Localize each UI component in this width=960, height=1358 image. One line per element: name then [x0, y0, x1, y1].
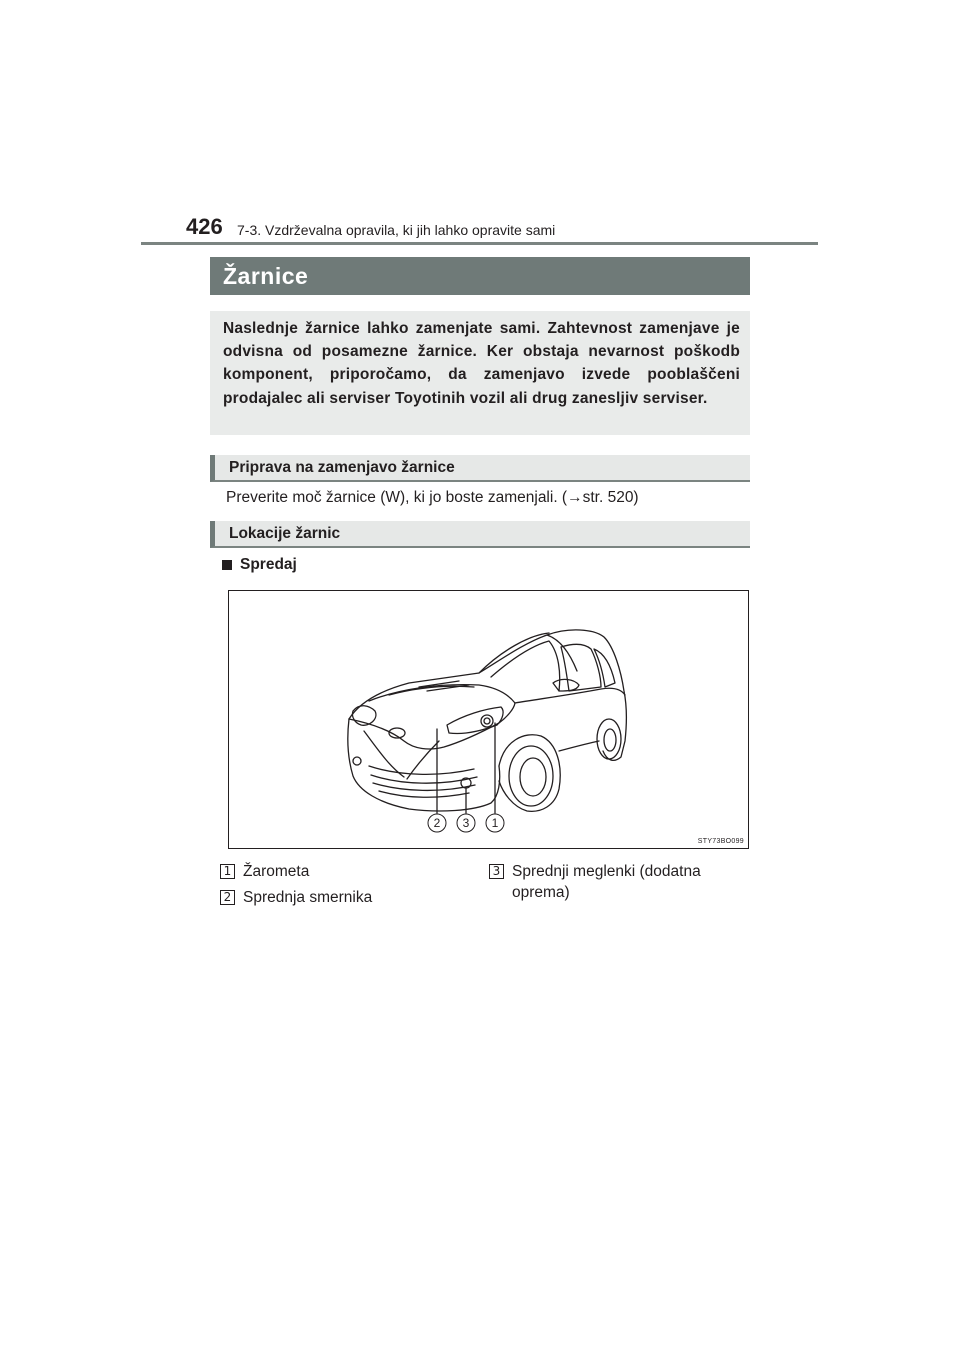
subheading-front: [222, 556, 297, 574]
car-front-illustration: [229, 591, 750, 850]
callout-3: 3: [462, 816, 470, 830]
legend-badge-1: 1: [220, 864, 235, 879]
section-preparation: [210, 455, 750, 482]
title-bar: [210, 257, 750, 295]
intro-box: [210, 311, 750, 435]
section-locations: [210, 521, 750, 548]
header-rule: [141, 242, 818, 245]
legend-badge-3: 3: [489, 864, 504, 879]
page-number: 426: [186, 214, 223, 239]
car-figure: [228, 590, 749, 849]
callout-1: 1: [491, 816, 499, 830]
callout-2: 2: [433, 816, 441, 830]
legend-badge-2: 2: [220, 890, 235, 905]
subheading-label: Spredaj: [240, 556, 297, 573]
figure-code: STY73BO099: [697, 838, 744, 845]
running-head: 7-3. Vzdrževalna opravila, ki jih lahko opravite sami: [237, 222, 556, 238]
legend-label-1: Žarometa: [243, 863, 310, 880]
intro-text: Naslednje žarnice lahko zamenjate sami. Zahtevnost zamenjave je odvisna od posamezne žarnice. Ker obstaja nevarnost poškodb komponent, priporočamo, da zamenjavo izvede pooblaščeni prodajalec ali serviser Toyotinih vozil ali drug zanesljiv serviser.: [223, 320, 740, 407]
legend-label-2: Sprednja smernika: [243, 889, 373, 906]
legend-label-3: Sprednji meglenki (dodatna oprema): [512, 863, 701, 901]
section-heading-locations: Lokacije žarnic: [229, 524, 341, 542]
section-heading-preparation: Priprava na zamenjavo žarnice: [229, 458, 455, 476]
preparation-text: Preverite moč žarnice (W), ki jo boste zamenjali. (→str. 520): [226, 489, 639, 506]
page-title: Žarnice: [223, 262, 309, 289]
square-bullet-icon: [222, 560, 232, 570]
